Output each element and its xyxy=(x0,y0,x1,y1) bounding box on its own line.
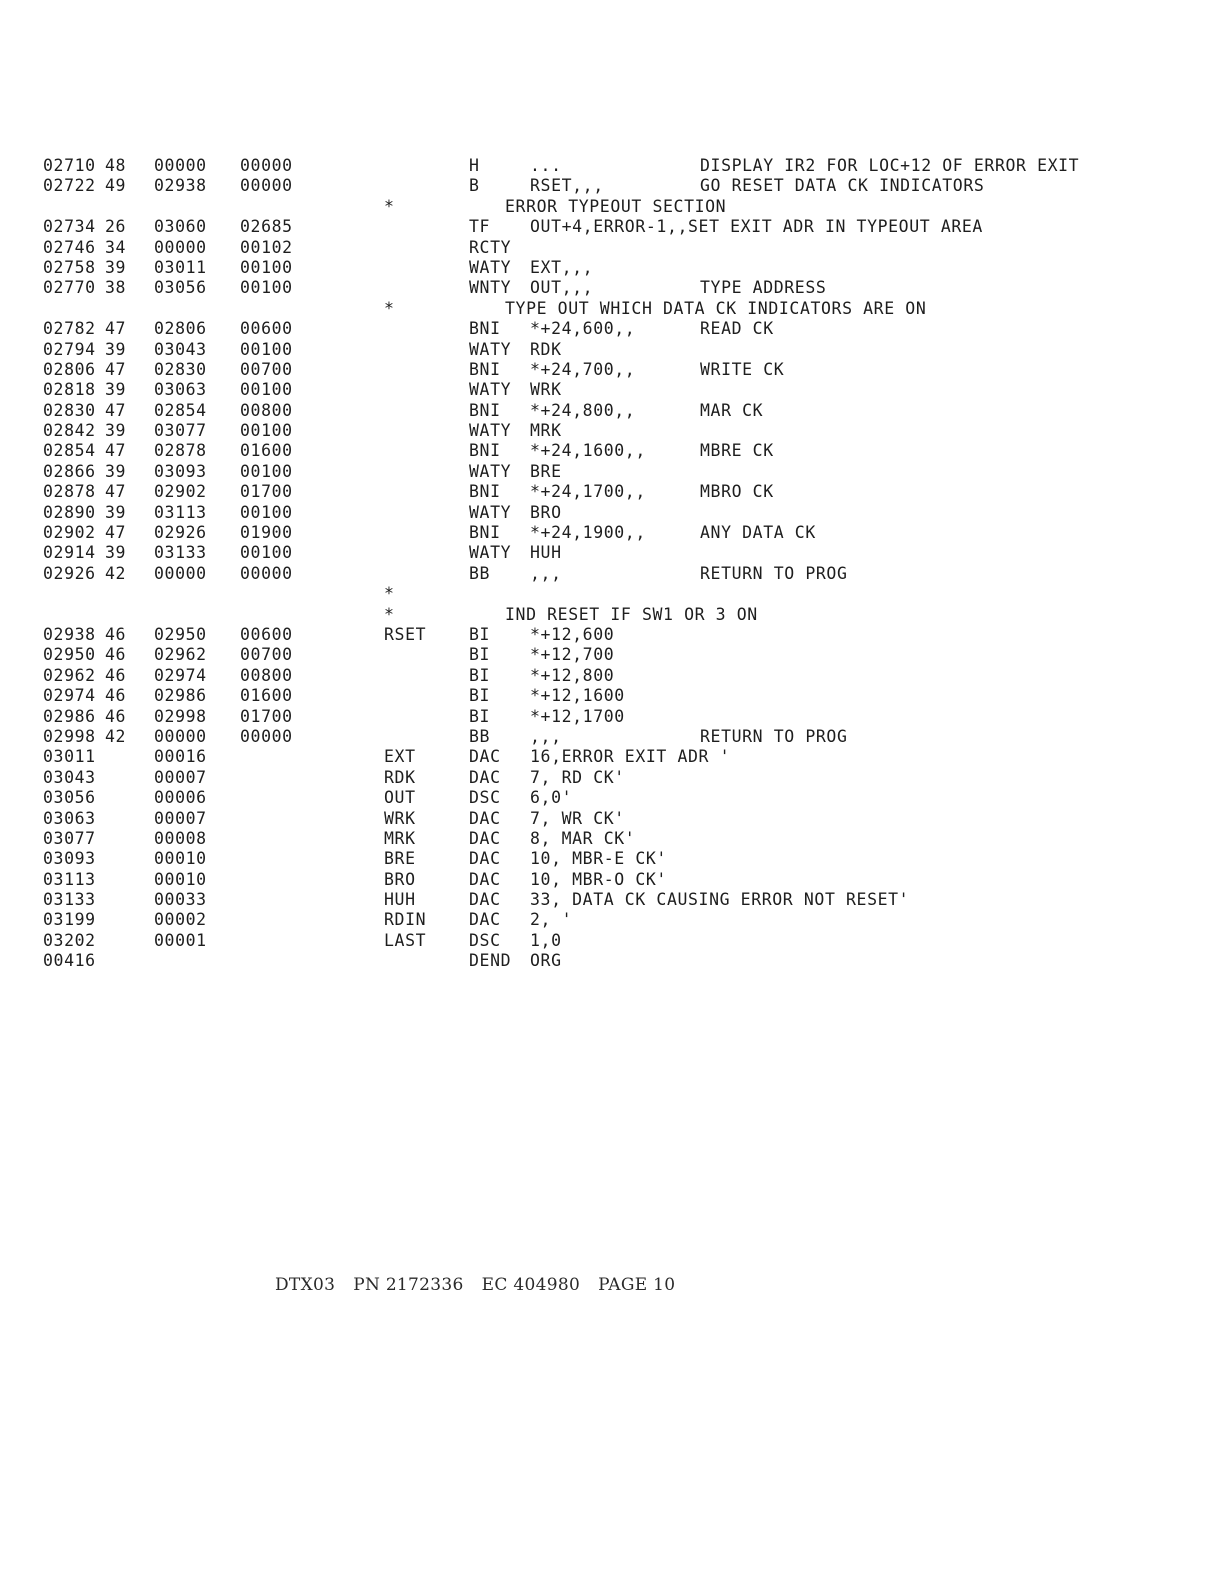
a-address-field: 03077 xyxy=(154,421,207,441)
listing-line xyxy=(43,197,1213,217)
mnemonic-field: DAC xyxy=(469,828,501,848)
listing-line xyxy=(43,156,1213,176)
opcode-field: 48 xyxy=(105,156,127,175)
mnemonic-field: BI xyxy=(469,686,491,706)
b-address-field: 00100 xyxy=(240,339,293,359)
listing-line xyxy=(43,421,1213,441)
location-field: 02974 xyxy=(43,686,96,706)
b-address-field: 00600 xyxy=(240,624,293,644)
location-field: 02722 xyxy=(43,176,96,196)
listing-line xyxy=(43,401,1213,421)
listing-line xyxy=(43,951,1213,971)
location-field: 02998 xyxy=(43,726,96,746)
mnemonic-field: BB xyxy=(469,726,491,746)
mnemonic-field: BNI xyxy=(469,400,501,420)
location-field: 02878 xyxy=(43,482,96,502)
operand-field: BRE xyxy=(530,461,562,481)
listing-line xyxy=(43,543,1213,563)
a-address-field: 02998 xyxy=(154,706,207,726)
remark-field: IND RESET IF SW1 OR 3 ON xyxy=(505,604,758,624)
b-address-field: 00100 xyxy=(240,461,293,481)
location-field: 02806 xyxy=(43,359,96,379)
mnemonic-field: WATY xyxy=(469,543,512,563)
mnemonic-field: TF xyxy=(469,217,491,237)
operand-field: WRK xyxy=(530,380,562,400)
operand-field: *+12,1600 xyxy=(530,686,625,706)
location-field: 02986 xyxy=(43,706,96,726)
b-address-field: 01700 xyxy=(240,482,293,502)
operand-field: EXT,,, xyxy=(530,257,594,277)
mnemonic-field: BI xyxy=(469,624,491,644)
listing-line xyxy=(43,625,1213,645)
b-address-field: 00600 xyxy=(240,319,293,339)
comment-field: MAR CK xyxy=(700,400,764,420)
operand-field: *+12,700 xyxy=(530,645,615,665)
operand-field: *+24,1700,, xyxy=(530,482,646,502)
opcode-field: 39 xyxy=(105,257,127,277)
mnemonic-field: WATY xyxy=(469,380,512,400)
b-address-field: 00000 xyxy=(240,156,293,175)
opcode-field: 46 xyxy=(105,686,127,706)
opcode-field: 47 xyxy=(105,319,127,339)
mnemonic-field: DAC xyxy=(469,849,501,869)
mnemonic-field: RCTY xyxy=(469,237,512,257)
listing-line xyxy=(43,910,1213,930)
listing-line xyxy=(43,176,1213,196)
listing-line xyxy=(43,605,1213,625)
location-field: 00416 xyxy=(43,951,96,971)
listing-line xyxy=(43,278,1213,298)
a-address-field: 00010 xyxy=(154,869,207,889)
a-address-field: 03063 xyxy=(154,380,207,400)
comment-field: MBRE CK xyxy=(700,441,774,461)
label-field: HUH xyxy=(384,890,416,910)
operand-field: 2, ' xyxy=(530,910,573,930)
b-address-field: 00000 xyxy=(240,563,293,583)
listing-line xyxy=(43,645,1213,665)
mnemonic-field: DSC xyxy=(469,788,501,808)
opcode-field: 47 xyxy=(105,482,127,502)
mnemonic-field: B xyxy=(469,176,480,196)
a-address-field: 02830 xyxy=(154,359,207,379)
b-address-field: 00000 xyxy=(240,726,293,746)
comment-field: GO RESET DATA CK INDICATORS xyxy=(700,176,985,196)
operand-field: 1,0 xyxy=(530,930,562,950)
mnemonic-field: DEND xyxy=(469,951,512,971)
a-address-field: 00000 xyxy=(154,563,207,583)
b-address-field: 00800 xyxy=(240,665,293,685)
operand-field: ,,, xyxy=(530,563,562,583)
listing-line xyxy=(43,890,1213,910)
listing-line xyxy=(43,482,1213,502)
operand-field: *+24,1900,, xyxy=(530,523,646,543)
b-address-field: 00000 xyxy=(240,176,293,196)
label-field: * xyxy=(384,604,395,624)
location-field: 02926 xyxy=(43,563,96,583)
mnemonic-field: WATY xyxy=(469,421,512,441)
listing-line xyxy=(43,931,1213,951)
comment-field: TYPE ADDRESS xyxy=(700,278,827,298)
comment-field: RETURN TO PROG xyxy=(700,563,848,583)
opcode-field: 47 xyxy=(105,400,127,420)
a-address-field: 02902 xyxy=(154,482,207,502)
listing-line xyxy=(43,870,1213,890)
opcode-field: 46 xyxy=(105,665,127,685)
opcode-field: 42 xyxy=(105,726,127,746)
mnemonic-field: DAC xyxy=(469,910,501,930)
operand-field: ... xyxy=(530,156,562,175)
comment-field: MBRO CK xyxy=(700,482,774,502)
mnemonic-field: BNI xyxy=(469,441,501,461)
listing-line xyxy=(43,829,1213,849)
listing-line xyxy=(43,686,1213,706)
mnemonic-field: BNI xyxy=(469,523,501,543)
location-field: 02890 xyxy=(43,502,96,522)
b-address-field: 00700 xyxy=(240,645,293,665)
a-address-field: 02962 xyxy=(154,645,207,665)
mnemonic-field: BB xyxy=(469,563,491,583)
location-field: 02962 xyxy=(43,665,96,685)
b-address-field: 00100 xyxy=(240,421,293,441)
a-address-field: 00007 xyxy=(154,767,207,787)
listing-line xyxy=(43,849,1213,869)
b-address-field: 01600 xyxy=(240,686,293,706)
opcode-field: 47 xyxy=(105,359,127,379)
label-field: * xyxy=(384,196,395,216)
mnemonic-field: WATY xyxy=(469,339,512,359)
location-field: 03056 xyxy=(43,788,96,808)
listing-line xyxy=(43,380,1213,400)
program-listing xyxy=(43,156,1213,972)
comment-field: RETURN TO PROG xyxy=(700,726,848,746)
opcode-field: 47 xyxy=(105,523,127,543)
location-field: 02782 xyxy=(43,319,96,339)
operand-field: ,,, xyxy=(530,726,562,746)
operand-field: 16,ERROR EXIT ADR ' xyxy=(530,747,731,767)
a-address-field: 00000 xyxy=(154,726,207,746)
operand-field: 7, RD CK' xyxy=(530,767,625,787)
a-address-field: 03056 xyxy=(154,278,207,298)
mnemonic-field: DAC xyxy=(469,808,501,828)
a-address-field: 00002 xyxy=(154,910,207,930)
label-field: BRE xyxy=(384,849,416,869)
location-field: 03043 xyxy=(43,767,96,787)
opcode-field: 46 xyxy=(105,706,127,726)
mnemonic-field: WATY xyxy=(469,257,512,277)
operand-field: RSET,,, xyxy=(530,176,604,196)
listing-line xyxy=(43,441,1213,461)
operand-field: 7, WR CK' xyxy=(530,808,625,828)
b-address-field: 00800 xyxy=(240,400,293,420)
label-field: MRK xyxy=(384,828,416,848)
mnemonic-field: BI xyxy=(469,665,491,685)
mnemonic-field: BNI xyxy=(469,359,501,379)
a-address-field: 00007 xyxy=(154,808,207,828)
mnemonic-field: WNTY xyxy=(469,278,512,298)
b-address-field: 00100 xyxy=(240,257,293,277)
label-field: EXT xyxy=(384,747,416,767)
location-field: 02866 xyxy=(43,461,96,481)
a-address-field: 02854 xyxy=(154,400,207,420)
operand-field: OUT,,, xyxy=(530,278,594,298)
a-address-field: 02950 xyxy=(154,624,207,644)
label-field: RSET xyxy=(384,624,427,644)
a-address-field: 03113 xyxy=(154,502,207,522)
listing-line xyxy=(43,360,1213,380)
opcode-field: 49 xyxy=(105,176,127,196)
operand-field: 10, MBR-O CK' xyxy=(530,869,667,889)
operand-field: 33, DATA CK CAUSING ERROR NOT RESET' xyxy=(530,890,910,910)
location-field: 02818 xyxy=(43,380,96,400)
mnemonic-field: H xyxy=(469,156,480,175)
operand-field: 6,0' xyxy=(530,788,573,808)
mnemonic-field: DAC xyxy=(469,767,501,787)
a-address-field: 03093 xyxy=(154,461,207,481)
location-field: 02794 xyxy=(43,339,96,359)
listing-line xyxy=(43,768,1213,788)
b-address-field: 00100 xyxy=(240,543,293,563)
operand-field: BRO xyxy=(530,502,562,522)
operand-field: *+24,1600,, xyxy=(530,441,646,461)
location-field: 03199 xyxy=(43,910,96,930)
opcode-field: 39 xyxy=(105,543,127,563)
comment-field: READ CK xyxy=(700,319,774,339)
footer-ec-number: EC 404980 xyxy=(481,1275,581,1295)
listing-line xyxy=(43,319,1213,339)
b-address-field: 00102 xyxy=(240,237,293,257)
listing-line xyxy=(43,503,1213,523)
operand-field: RDK xyxy=(530,339,562,359)
a-address-field: 02926 xyxy=(154,523,207,543)
location-field: 03063 xyxy=(43,808,96,828)
operand-field: HUH xyxy=(530,543,562,563)
a-address-field: 03133 xyxy=(154,543,207,563)
listing-line xyxy=(43,238,1213,258)
listing-line xyxy=(43,584,1213,604)
opcode-field: 39 xyxy=(105,461,127,481)
location-field: 02710 xyxy=(43,156,96,175)
remark-field: TYPE OUT WHICH DATA CK INDICATORS ARE ON xyxy=(505,298,927,318)
location-field: 03133 xyxy=(43,890,96,910)
operand-field: *+24,600,, xyxy=(530,319,636,339)
listing-line xyxy=(43,666,1213,686)
opcode-field: 46 xyxy=(105,624,127,644)
location-field: 03077 xyxy=(43,828,96,848)
mnemonic-field: BI xyxy=(469,645,491,665)
a-address-field: 03043 xyxy=(154,339,207,359)
mnemonic-field: BI xyxy=(469,706,491,726)
label-field: * xyxy=(384,298,395,318)
listing-line xyxy=(43,258,1213,278)
opcode-field: 38 xyxy=(105,278,127,298)
b-address-field: 01900 xyxy=(240,523,293,543)
opcode-field: 39 xyxy=(105,421,127,441)
a-address-field: 03060 xyxy=(154,217,207,237)
location-field: 02734 xyxy=(43,217,96,237)
location-field: 02950 xyxy=(43,645,96,665)
comment-field: DISPLAY IR2 FOR LOC+12 OF ERROR EXIT xyxy=(700,156,1080,175)
a-address-field: 02938 xyxy=(154,176,207,196)
listing-line xyxy=(43,299,1213,319)
opcode-field: 39 xyxy=(105,339,127,359)
a-address-field: 00000 xyxy=(154,237,207,257)
listing-line xyxy=(43,217,1213,237)
listing-line xyxy=(43,788,1213,808)
location-field: 03093 xyxy=(43,849,96,869)
operand-field: ORG xyxy=(530,951,562,971)
mnemonic-field: BNI xyxy=(469,482,501,502)
b-address-field: 00700 xyxy=(240,359,293,379)
location-field: 02758 xyxy=(43,257,96,277)
a-address-field: 00001 xyxy=(154,930,207,950)
comment-field: ANY DATA CK xyxy=(700,523,816,543)
a-address-field: 00008 xyxy=(154,828,207,848)
b-address-field: 00100 xyxy=(240,502,293,522)
opcode-field: 39 xyxy=(105,380,127,400)
listing-line xyxy=(43,747,1213,767)
opcode-field: 42 xyxy=(105,563,127,583)
opcode-field: 26 xyxy=(105,217,127,237)
a-address-field: 02878 xyxy=(154,441,207,461)
mnemonic-field: DAC xyxy=(469,747,501,767)
mnemonic-field: DAC xyxy=(469,869,501,889)
listing-line xyxy=(43,462,1213,482)
a-address-field: 00010 xyxy=(154,849,207,869)
operand-field: *+12,800 xyxy=(530,665,615,685)
footer-program: DTX03 xyxy=(275,1275,336,1295)
listing-line xyxy=(43,809,1213,829)
a-address-field: 02806 xyxy=(154,319,207,339)
mnemonic-field: DAC xyxy=(469,890,501,910)
footer-part-number: PN 2172336 xyxy=(353,1275,464,1295)
b-address-field: 00100 xyxy=(240,380,293,400)
footer-page-number: PAGE 10 xyxy=(598,1275,676,1295)
operand-field: *+24,800,, xyxy=(530,400,636,420)
label-field: BRO xyxy=(384,869,416,889)
label-field: WRK xyxy=(384,808,416,828)
opcode-field: 47 xyxy=(105,441,127,461)
listing-line xyxy=(43,727,1213,747)
listing-line xyxy=(43,564,1213,584)
operand-field: 10, MBR-E CK' xyxy=(530,849,667,869)
operand-field: *+24,700,, xyxy=(530,359,636,379)
a-address-field: 02974 xyxy=(154,665,207,685)
label-field: RDK xyxy=(384,767,416,787)
location-field: 02854 xyxy=(43,441,96,461)
location-field: 02770 xyxy=(43,278,96,298)
mnemonic-field: BNI xyxy=(469,319,501,339)
remark-field: ERROR TYPEOUT SECTION xyxy=(505,196,727,216)
operand-field: *+12,600 xyxy=(530,624,615,644)
mnemonic-field: WATY xyxy=(469,461,512,481)
label-field: RDIN xyxy=(384,910,427,930)
location-field: 02746 xyxy=(43,237,96,257)
listing-line xyxy=(43,340,1213,360)
location-field: 02902 xyxy=(43,523,96,543)
page-footer xyxy=(275,1275,693,1295)
a-address-field: 03011 xyxy=(154,257,207,277)
opcode-field: 46 xyxy=(105,645,127,665)
opcode-field: 34 xyxy=(105,237,127,257)
comment-field: WRITE CK xyxy=(700,359,785,379)
a-address-field: 00033 xyxy=(154,890,207,910)
a-address-field: 00006 xyxy=(154,788,207,808)
listing-line xyxy=(43,523,1213,543)
label-field: OUT xyxy=(384,788,416,808)
location-field: 03202 xyxy=(43,930,96,950)
a-address-field: 00016 xyxy=(154,747,207,767)
location-field: 03011 xyxy=(43,747,96,767)
location-field: 02830 xyxy=(43,400,96,420)
listing-line xyxy=(43,707,1213,727)
b-address-field: 01600 xyxy=(240,441,293,461)
location-field: 03113 xyxy=(43,869,96,889)
operand-field: 8, MAR CK' xyxy=(530,828,636,848)
label-field: * xyxy=(384,584,395,604)
a-address-field: 02986 xyxy=(154,686,207,706)
opcode-field: 39 xyxy=(105,502,127,522)
mnemonic-field: DSC xyxy=(469,930,501,950)
label-field: LAST xyxy=(384,930,427,950)
a-address-field: 00000 xyxy=(154,156,207,175)
location-field: 02938 xyxy=(43,624,96,644)
operand-field: OUT+4,ERROR-1,,SET EXIT ADR IN TYPEOUT AREA xyxy=(530,217,983,237)
location-field: 02842 xyxy=(43,421,96,441)
operand-field: MRK xyxy=(530,421,562,441)
b-address-field: 01700 xyxy=(240,706,293,726)
b-address-field: 02685 xyxy=(240,217,293,237)
operand-field: *+12,1700 xyxy=(530,706,625,726)
b-address-field: 00100 xyxy=(240,278,293,298)
mnemonic-field: WATY xyxy=(469,502,512,522)
location-field: 02914 xyxy=(43,543,96,563)
